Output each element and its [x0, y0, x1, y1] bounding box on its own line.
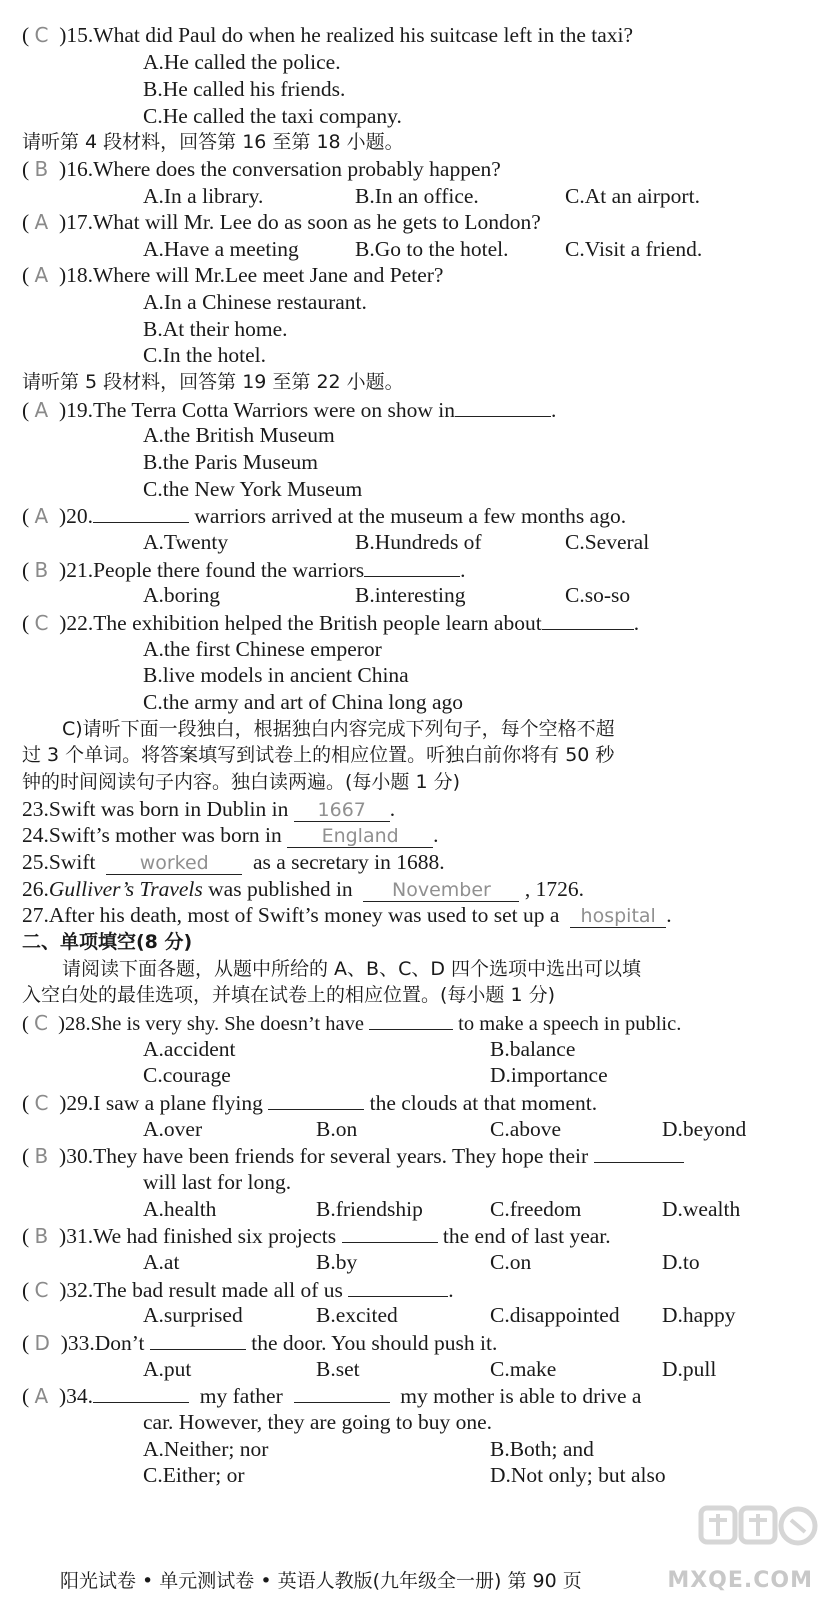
- q32-option-d: D.happy: [662, 1303, 736, 1327]
- answer-blank[interactable]: [369, 1009, 453, 1030]
- q15-option-b: B.He called his friends.: [143, 77, 346, 101]
- q26-sentence: 26.Gulliver’s Travels was published in November , 1726.: [22, 877, 584, 901]
- q17-option-a: A.Have a meeting: [143, 237, 299, 261]
- answer-blank[interactable]: [364, 556, 460, 577]
- q25-answer-field[interactable]: worked: [106, 852, 242, 875]
- q22-option-a: A.the first Chinese emperor: [143, 637, 382, 661]
- q30-stem: ( B )30.They have been friends for several years. They hope their: [22, 1142, 684, 1169]
- q34-stem-line2: car. However, they are going to buy one.: [143, 1410, 492, 1434]
- answer-blank[interactable]: [594, 1142, 684, 1163]
- q16-stem: ( B )16.Where does the conversation probably happen?: [22, 157, 501, 181]
- answer-mark: C: [34, 1091, 49, 1115]
- q25-sentence: 25.Swift worked as a secretary in 1688.: [22, 850, 445, 874]
- q30-option-b: B.friendship: [316, 1197, 423, 1221]
- q31-stem: ( B )31.We had finished six projects the end of last year.: [22, 1224, 611, 1248]
- q29-option-b: B.on: [316, 1117, 358, 1141]
- q18-stem: ( A )18.Where will Mr.Lee meet Jane and Peter?: [22, 263, 444, 287]
- q34-option-c: C.Either; or: [143, 1463, 245, 1487]
- answer-mark: A: [34, 398, 49, 422]
- part-c-instruction-line3: 钟的时间阅读句子内容。独白读两遍。(每小题 1 分): [22, 771, 460, 793]
- q22-option-c: C.the army and art of China long ago: [143, 690, 464, 714]
- q31-option-c: C.on: [490, 1250, 532, 1274]
- q28-option-c: C.courage: [143, 1063, 231, 1087]
- q32-option-a: A.surprised: [143, 1303, 243, 1327]
- q16-option-b: B.In an office.: [355, 184, 479, 208]
- q19-option-c: C.the New York Museum: [143, 477, 363, 501]
- q18-option-c: C.In the hotel.: [143, 343, 267, 367]
- answer-blank[interactable]: [294, 1382, 390, 1403]
- q33-option-a: A.put: [143, 1357, 192, 1381]
- q24-sentence: 24.Swift’s mother was born in England .: [22, 823, 439, 847]
- part-2-instruction-line2: 入空白处的最佳选项，并填在试卷上的相应位置。(每小题 1 分): [22, 984, 555, 1006]
- q33-stem: ( D )33.Don’t the door. You should push it.: [22, 1331, 498, 1355]
- q15-option-c: C.He called the taxi company.: [143, 104, 402, 128]
- q31-option-b: B.by: [316, 1250, 358, 1274]
- answer-mark: B: [34, 558, 49, 582]
- q29-option-a: A.over: [143, 1117, 203, 1141]
- answer-blank[interactable]: [455, 396, 551, 417]
- q27-sentence: 27.After his death, most of Swift’s money was used to set up a hospital .: [22, 903, 672, 927]
- part-c-instruction-line1: C)请听下面一段独白，根据独白内容完成下列句子，每个空格不超: [62, 718, 615, 740]
- q16-option-c: C.At an airport.: [565, 184, 700, 208]
- answer-blank[interactable]: [348, 1276, 448, 1297]
- q17-option-b: B.Go to the hotel.: [355, 237, 509, 261]
- q18-option-a: A.In a Chinese restaurant.: [143, 290, 367, 314]
- q34-stem: ( A )34. my father my mother is able to drive a: [22, 1384, 642, 1408]
- q26-answer-field[interactable]: November: [363, 879, 519, 902]
- q33-option-c: C.make: [490, 1357, 557, 1381]
- q22-option-b: B.live models in ancient China: [143, 663, 409, 687]
- q21-option-b: B.interesting: [355, 583, 466, 607]
- part-c-instruction-line2: 过 3 个单词。将答案填写到试卷上的相应位置。听独白前你将有 50 秒: [22, 744, 615, 766]
- q29-option-d: D.beyond: [662, 1117, 747, 1141]
- q21-option-c: C.so-so: [565, 583, 631, 607]
- q19-stem: ( A )19.The Terra Cotta Warriors were on show in .: [22, 398, 557, 422]
- q34-option-d: D.Not only; but also: [490, 1463, 666, 1487]
- answer-mark: C: [34, 611, 49, 635]
- answer-mark: A: [34, 210, 49, 234]
- q32-option-c: C.disappointed: [490, 1303, 620, 1327]
- q32-stem: ( C )32.The bad result made all of us .: [22, 1278, 454, 1302]
- q17-option-c: C.Visit a friend.: [565, 237, 703, 261]
- q16-option-a: A.In a library.: [143, 184, 264, 208]
- answer-blank[interactable]: [542, 609, 634, 630]
- q20-option-b: B.Hundreds of: [355, 530, 482, 554]
- part-2-title: 二、单项填空(8 分): [22, 931, 193, 953]
- answer-blank[interactable]: [93, 1382, 189, 1403]
- q29-option-c: C.above: [490, 1117, 562, 1141]
- q34-option-a: A.Neither; nor: [143, 1437, 269, 1461]
- q23-answer-field[interactable]: 1667: [294, 799, 390, 822]
- watermark-text: MXQE.COM: [667, 1568, 813, 1593]
- q30-stem-line2: will last for long.: [143, 1170, 292, 1194]
- q20-option-a: A.Twenty: [143, 530, 229, 554]
- answer-mark: B: [34, 1224, 49, 1248]
- q19-option-b: B.the Paris Museum: [143, 450, 318, 474]
- answer-mark: C: [33, 1011, 48, 1035]
- q15-stem: ( C )15.What did Paul do when he realized his suitcase left in the taxi?: [22, 23, 634, 47]
- answer-blank[interactable]: [150, 1329, 246, 1350]
- q33-option-b: B.set: [316, 1357, 360, 1381]
- answer-mark: C: [34, 1278, 49, 1302]
- answer-mark: B: [34, 157, 49, 181]
- q33-option-d: D.pull: [662, 1357, 717, 1381]
- q20-option-c: C.Several: [565, 530, 650, 554]
- q28-option-d: D.importance: [490, 1063, 608, 1087]
- q22-stem: ( C )22.The exhibition helped the British people learn about .: [22, 611, 640, 635]
- page-footer: 阳光试卷 • 单元测试卷 • 英语人教版(九年级全一册) 第 90 页: [60, 1570, 582, 1592]
- section-5-instruction: 请听第 5 段材料，回答第 19 至第 22 小题。: [22, 371, 404, 393]
- answer-mark: A: [34, 263, 49, 287]
- part-2-instruction-line1: 请阅读下面各题，从题中所给的 A、B、C、D 四个选项中选出可以填: [62, 958, 642, 980]
- section-4-instruction: 请听第 4 段材料，回答第 16 至第 18 小题。: [22, 131, 404, 153]
- answer-blank[interactable]: [342, 1222, 438, 1243]
- q19-option-a: A.the British Museum: [143, 423, 335, 447]
- q18-option-b: B.At their home.: [143, 317, 288, 341]
- answer-mark: D: [34, 1331, 50, 1355]
- q17-stem: ( A )17.What will Mr. Lee do as soon as he gets to London?: [22, 210, 541, 234]
- q21-option-a: A.boring: [143, 583, 221, 607]
- q28-option-a: A.accident: [143, 1037, 236, 1061]
- q24-answer-field[interactable]: England: [287, 825, 433, 848]
- q30-option-d: D.wealth: [662, 1197, 741, 1221]
- q23-sentence: 23.Swift was born in Dublin in 1667 .: [22, 797, 396, 821]
- answer-blank[interactable]: [93, 502, 189, 523]
- q31-option-a: A.at: [143, 1250, 180, 1274]
- q28-stem: ( C )28.She is very shy. She doesn’t have to make a speech in public.: [22, 1011, 682, 1035]
- answer-blank[interactable]: [268, 1089, 364, 1110]
- q30-option-a: A.health: [143, 1197, 217, 1221]
- q31-option-d: D.to: [662, 1250, 700, 1274]
- q21-stem: ( B )21.People there found the warriors .: [22, 558, 466, 582]
- q28-option-b: B.balance: [490, 1037, 576, 1061]
- q15-option-a: A.He called the police.: [143, 50, 341, 74]
- answer-mark: B: [34, 1144, 49, 1168]
- answer-mark: A: [34, 504, 49, 528]
- q20-stem: ( A )20. warriors arrived at the museum a few months ago.: [22, 504, 627, 528]
- q30-option-c: C.freedom: [490, 1197, 582, 1221]
- q34-option-b: B.Both; and: [490, 1437, 594, 1461]
- answer-mark: A: [34, 1384, 49, 1408]
- answer-mark: C: [34, 23, 49, 47]
- q32-option-b: B.excited: [316, 1303, 398, 1327]
- q29-stem: ( C )29.I saw a plane flying the clouds at that moment.: [22, 1091, 598, 1115]
- q27-answer-field[interactable]: hospital: [570, 905, 666, 928]
